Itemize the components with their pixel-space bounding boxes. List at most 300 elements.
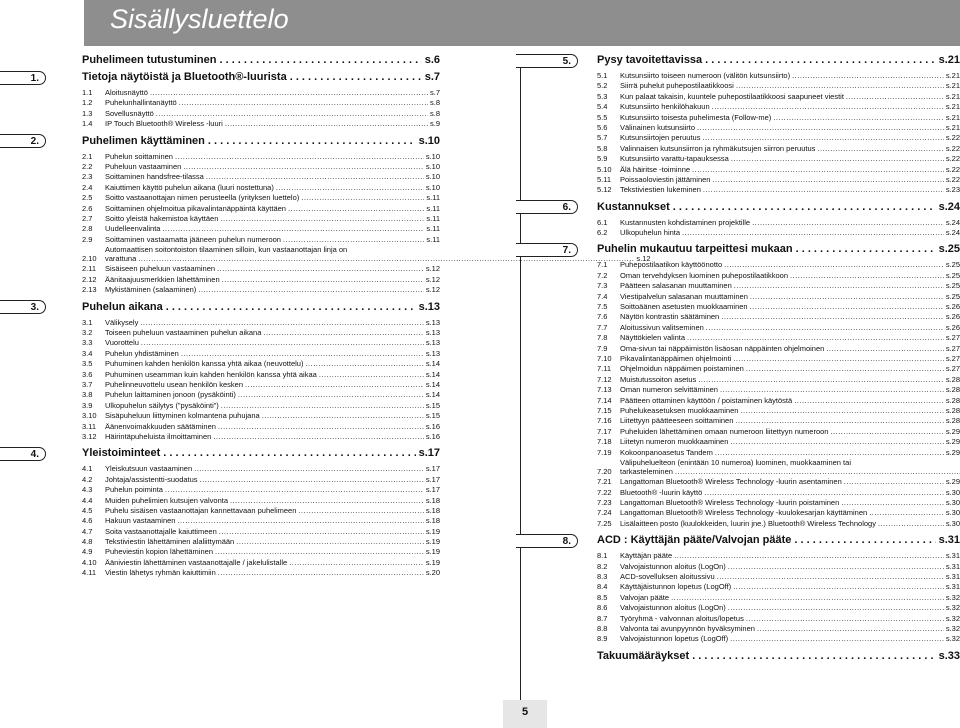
toc-chapter xyxy=(82,300,440,443)
section-number: 5.5 xyxy=(597,112,608,122)
section-number: 8.6 xyxy=(597,603,608,613)
section-number: 4.8 xyxy=(82,537,93,547)
toc-chapter xyxy=(82,53,440,68)
dot-leader xyxy=(733,582,944,592)
toc-entry[interactable] xyxy=(82,275,440,285)
toc-entry[interactable] xyxy=(597,364,960,374)
section-page: s.32 xyxy=(945,603,960,613)
section-title: Työryhmä - valvonnan aloitus/lopetus xyxy=(620,613,744,623)
dot-leader xyxy=(289,558,424,568)
section-number: 3.7 xyxy=(82,380,93,389)
dot-leader xyxy=(752,218,944,228)
section-page: s.24 xyxy=(945,217,960,227)
toc-entry[interactable] xyxy=(82,370,440,380)
dot-leader xyxy=(721,312,944,322)
section-page: s.26 xyxy=(945,302,960,312)
section-number: 1.4 xyxy=(82,119,93,129)
toc-entry[interactable] xyxy=(597,375,960,385)
toc-entry[interactable] xyxy=(597,416,960,426)
toc-entry[interactable] xyxy=(82,349,440,359)
section-title: Välinainen kutsunsiirto xyxy=(620,122,696,132)
section-page: s.10 xyxy=(425,151,440,161)
chapter-heading[interactable] xyxy=(597,200,960,215)
section-number: 7.24 xyxy=(597,508,612,518)
toc-entry[interactable] xyxy=(597,165,960,175)
toc-entry[interactable] xyxy=(82,527,440,537)
dot-leader xyxy=(179,98,428,108)
dot-leader xyxy=(163,446,415,461)
section-number: 5.3 xyxy=(597,91,608,101)
section-title: Puheluiden lähettäminen omaan numeroon liitettyyn numeroon xyxy=(620,426,829,436)
section-page: s.27 xyxy=(945,343,960,353)
section-number: 7.22 xyxy=(597,487,612,497)
toc-chapter xyxy=(597,533,960,645)
chapter-heading[interactable] xyxy=(597,649,960,664)
section-page: s.25 xyxy=(945,260,960,270)
section-page: s.18 xyxy=(425,495,440,505)
section-page: s.21 xyxy=(945,112,960,122)
section-title: Puhelukeasetuksen muokkaaminen xyxy=(620,405,739,415)
toc-entry[interactable] xyxy=(82,380,440,390)
toc-entry[interactable] xyxy=(82,235,440,245)
chapter-heading[interactable] xyxy=(597,533,960,548)
toc-entry[interactable] xyxy=(597,427,960,437)
section-title: Kaiuttimen käyttö puhelun aikana (luuri nostettuna) xyxy=(105,182,274,192)
chapter-tab[interactable]: 8. xyxy=(516,534,578,548)
section-page: s.21 xyxy=(945,122,960,132)
section-number: 5.12 xyxy=(597,185,612,195)
section-list xyxy=(82,318,440,443)
toc-entry[interactable] xyxy=(82,568,440,578)
section-title: Uudelleenvalinta xyxy=(105,224,161,234)
section-number: 4.4 xyxy=(82,495,93,505)
dot-leader xyxy=(298,506,423,516)
section-title: Kustannusten kohdistaminen projektille xyxy=(620,217,751,227)
toc-chapter xyxy=(82,70,440,130)
dot-leader xyxy=(724,260,944,270)
toc-entry[interactable] xyxy=(82,88,440,98)
dot-leader xyxy=(736,81,944,91)
section-page: s.32 xyxy=(945,623,960,633)
dot-leader xyxy=(219,527,424,537)
page-title: Sisällysluettelo xyxy=(110,4,289,34)
toc-entry[interactable] xyxy=(597,302,960,312)
section-number: 5.2 xyxy=(597,81,608,91)
section-title: Aloitusnäyttö xyxy=(105,88,148,97)
dot-leader xyxy=(140,318,423,328)
chapter-heading[interactable] xyxy=(82,53,440,68)
toc-entry[interactable] xyxy=(597,92,960,102)
dot-leader xyxy=(720,385,944,395)
section-list xyxy=(597,260,960,529)
toc-entry[interactable] xyxy=(597,562,960,572)
toc-entry[interactable] xyxy=(597,185,960,195)
dot-leader xyxy=(733,354,943,364)
section-title: Langattoman Bluetooth® Wireless Technology -luurin asentaminen xyxy=(620,477,842,487)
toc-entry[interactable] xyxy=(597,498,960,508)
section-number: 5.10 xyxy=(597,164,612,174)
chapter-heading[interactable] xyxy=(597,242,960,257)
toc-entry[interactable] xyxy=(82,109,440,119)
section-title: Puhelun poiminta xyxy=(105,485,163,495)
toc-entry[interactable] xyxy=(597,333,960,343)
section-page: s.14 xyxy=(425,390,440,400)
chapter-heading[interactable] xyxy=(597,53,960,68)
dot-leader xyxy=(218,422,424,432)
toc-entry[interactable] xyxy=(597,603,960,613)
section-page: s.22 xyxy=(945,164,960,174)
dot-leader xyxy=(687,333,944,343)
dot-leader xyxy=(728,562,944,572)
toc-entry[interactable] xyxy=(597,551,960,561)
section-page: s.20 xyxy=(425,568,440,578)
chapter-tab[interactable]: 3. xyxy=(0,300,46,314)
toc-entry[interactable] xyxy=(82,464,440,474)
toc-entry[interactable] xyxy=(82,328,440,338)
section-page: s.28 xyxy=(945,385,960,395)
section-page: s.12 xyxy=(425,264,440,274)
toc-entry[interactable] xyxy=(597,634,960,644)
dot-leader xyxy=(705,53,935,68)
chapter-page: s.21 xyxy=(938,54,960,66)
dot-leader xyxy=(730,634,944,644)
toc-entry[interactable] xyxy=(597,312,960,322)
toc-entry[interactable] xyxy=(82,172,440,182)
toc-entry[interactable] xyxy=(597,448,960,458)
toc-entry[interactable] xyxy=(597,582,960,592)
section-title: Pikavalintanäppäimen ohjelmointi xyxy=(620,353,732,363)
section-number: 4.6 xyxy=(82,516,93,526)
section-number: 2.6 xyxy=(82,203,93,213)
toc-entry[interactable] xyxy=(82,401,440,411)
section-number: 8.8 xyxy=(597,623,608,633)
toc-right-column xyxy=(597,53,960,664)
toc-entry[interactable] xyxy=(597,175,960,185)
section-title: Lisälaitteen posto (kuulokkeiden, luurin jne.) Bluetooth® Wireless Technology xyxy=(620,518,876,528)
toc-entry[interactable] xyxy=(82,516,440,526)
toc-entry[interactable] xyxy=(82,98,440,108)
section-title: Puhelinneuvottelu usean henkilön kesken xyxy=(105,380,244,389)
section-page: s.30 xyxy=(945,508,960,518)
section-page: s.15 xyxy=(425,411,440,421)
toc-entry[interactable] xyxy=(82,245,651,264)
dot-leader xyxy=(206,172,424,182)
dot-leader xyxy=(869,508,944,518)
toc-entry[interactable] xyxy=(597,71,960,81)
section-number: 8.2 xyxy=(597,561,608,571)
toc-entry[interactable] xyxy=(597,113,960,123)
section-number: 5.11 xyxy=(597,174,612,184)
toc-entry[interactable] xyxy=(597,144,960,154)
section-list xyxy=(597,218,960,239)
section-number: 3.9 xyxy=(82,400,93,410)
section-number: 4.5 xyxy=(82,505,93,515)
chapter-heading[interactable] xyxy=(82,134,440,149)
section-page: s.28 xyxy=(945,405,960,415)
section-number: 4.2 xyxy=(82,474,93,484)
section-page: s.27 xyxy=(945,353,960,363)
toc-entry[interactable] xyxy=(597,396,960,406)
toc-entry[interactable] xyxy=(82,485,440,495)
chapter-page: s.6 xyxy=(424,54,440,66)
section-number: 5.7 xyxy=(597,133,608,143)
section-number: 5.9 xyxy=(597,154,608,164)
dot-leader xyxy=(731,154,944,164)
chapter-page: s.24 xyxy=(938,200,960,213)
section-page: s.25 xyxy=(945,291,960,301)
section-number: 2.12 xyxy=(82,274,97,284)
section-page: s.19 xyxy=(425,526,440,536)
section-title: Käyttäjäistunnon lopetus (LogOff) xyxy=(620,582,732,592)
toc-entry[interactable] xyxy=(597,437,960,447)
section-title: Ulkopuhelun hinta xyxy=(620,228,681,238)
section-number: 3.11 xyxy=(82,421,97,431)
toc-entry[interactable] xyxy=(597,614,960,624)
toc-entry[interactable] xyxy=(82,558,440,568)
dot-leader xyxy=(692,649,935,664)
section-title: Puheviestin kopion lähettäminen xyxy=(105,547,213,557)
toc-entry[interactable] xyxy=(82,432,440,442)
chapter-tab[interactable]: 5. xyxy=(516,54,578,68)
section-title: IP Touch Bluetooth® Wireless -luuri xyxy=(105,119,223,129)
section-number: 3.1 xyxy=(82,317,93,327)
toc-entry[interactable] xyxy=(82,547,440,557)
toc-entry[interactable] xyxy=(597,385,960,395)
dot-leader xyxy=(276,183,424,193)
section-page: s.16 xyxy=(425,421,440,431)
toc-entry[interactable] xyxy=(82,422,440,432)
toc-entry[interactable] xyxy=(597,344,960,354)
section-page: s.8 xyxy=(429,108,440,118)
toc-entry[interactable] xyxy=(82,537,440,547)
section-title: Tekstiviestin lähettäminen alaliittymään xyxy=(105,537,235,547)
section-number: 5.4 xyxy=(597,102,608,112)
section-number: 2.9 xyxy=(82,234,93,244)
dot-leader xyxy=(200,475,424,485)
chapter-tab[interactable]: 6. xyxy=(516,200,578,214)
dot-leader xyxy=(166,300,416,315)
section-number: 6.2 xyxy=(597,228,608,238)
dot-leader xyxy=(208,134,416,149)
section-number: 3.4 xyxy=(82,348,93,358)
toc-entry[interactable] xyxy=(597,260,960,270)
section-page: s.9 xyxy=(429,119,440,129)
section-number: 6.1 xyxy=(597,217,608,227)
section-number: 7.16 xyxy=(597,416,612,426)
toc-entry[interactable] xyxy=(597,271,960,281)
section-title: ACD-sovelluksen aloitussivu xyxy=(620,572,715,582)
section-list xyxy=(82,88,440,130)
toc-entry[interactable] xyxy=(82,318,440,328)
section-title: Mykistäminen (salaaminen) xyxy=(105,285,197,295)
section-title: Kokoonpanoasetus Tandem xyxy=(620,447,713,457)
toc-chapter xyxy=(597,649,960,664)
toc-entry[interactable] xyxy=(597,292,960,302)
section-page: s.22 xyxy=(945,174,960,184)
section-title: Kutsunsiirto varattu-tapauksessa xyxy=(620,154,729,164)
chapter-tab[interactable]: 2. xyxy=(0,134,46,148)
section-page: s.26 xyxy=(945,312,960,322)
section-list xyxy=(597,71,960,196)
chapter-title: Puhelun aikana xyxy=(82,300,163,313)
section-number: 7.12 xyxy=(597,374,612,384)
section-list xyxy=(597,551,960,645)
toc-entry[interactable] xyxy=(597,133,960,143)
section-number: 3.6 xyxy=(82,369,93,379)
toc-entry[interactable] xyxy=(82,152,440,162)
chapter-heading[interactable] xyxy=(82,446,440,461)
section-number: 7.20 xyxy=(597,466,612,476)
section-title: Toiseen puheluun vastaaminen puhelun aikana xyxy=(105,328,262,338)
toc-entry[interactable] xyxy=(597,218,960,228)
toc-entry[interactable] xyxy=(597,154,960,164)
dot-leader xyxy=(156,109,428,119)
section-title: Päätteen ottaminen käyttöön / poistaminen käytöstä xyxy=(620,395,793,405)
toc-entry[interactable] xyxy=(597,81,960,91)
section-title: Äänenvoimakkuuden säätäminen xyxy=(105,421,216,431)
toc-entry[interactable] xyxy=(82,475,440,485)
toc-entry[interactable] xyxy=(82,390,440,400)
toc-entry[interactable] xyxy=(597,102,960,112)
toc-entry[interactable] xyxy=(597,281,960,291)
toc-chapter xyxy=(597,242,960,529)
dot-leader xyxy=(215,547,424,557)
section-page: s.27 xyxy=(945,364,960,374)
section-page: s.11 xyxy=(426,234,440,244)
dot-leader xyxy=(792,71,944,81)
dot-leader xyxy=(757,624,944,634)
section-page: s.32 xyxy=(945,634,960,644)
toc-entry[interactable] xyxy=(597,323,960,333)
dot-leader xyxy=(735,416,943,426)
chapter-title: Puhelimen käyttäminen xyxy=(82,134,205,147)
section-page: s.11 xyxy=(426,203,440,213)
chapter-title: Kustannukset xyxy=(597,200,670,213)
section-number: 7.4 xyxy=(597,291,608,301)
toc-entry[interactable] xyxy=(597,477,960,487)
toc-entry[interactable] xyxy=(82,506,440,516)
dot-leader xyxy=(841,498,944,508)
toc-entry[interactable] xyxy=(597,228,960,238)
section-number: 2.13 xyxy=(82,285,97,295)
section-number: 5.8 xyxy=(597,143,608,153)
section-number: 8.4 xyxy=(597,582,608,592)
section-number: 7.7 xyxy=(597,322,608,332)
toc-entry[interactable] xyxy=(82,193,440,203)
chapter-title: Pysy tavoitettavissa xyxy=(597,54,703,66)
section-title: Liitetyn numeron muokkaaminen xyxy=(620,437,729,447)
toc-entry[interactable] xyxy=(82,162,440,172)
section-title: Puhuminen kahden henkilön kanssa yhtä aikaa (neuvottelu) xyxy=(105,359,304,369)
section-title-line1: Välipuheluelteon (enintään 10 numeroa) luominen, muokkaaminen tai xyxy=(620,457,851,467)
dot-leader xyxy=(698,375,944,385)
toc-entry[interactable] xyxy=(597,624,960,634)
toc-entry[interactable] xyxy=(82,224,440,234)
section-number: 2.11 xyxy=(82,264,97,274)
toc-entry[interactable] xyxy=(597,488,960,498)
toc-entry[interactable] xyxy=(597,508,960,518)
toc-entry[interactable] xyxy=(82,411,440,421)
toc-entry[interactable] xyxy=(82,183,440,193)
section-title: Ääniviestin lähettäminen vastaanottajalle / jakelulistalle xyxy=(105,557,288,567)
dot-leader xyxy=(717,572,944,582)
dot-leader xyxy=(236,537,424,547)
section-number: 2.7 xyxy=(82,213,93,223)
dot-leader xyxy=(198,285,424,295)
section-title: varattuna xyxy=(105,254,137,264)
chapter-title: Puhelimeen tutustuminen xyxy=(82,54,217,66)
toc-entry[interactable] xyxy=(82,119,440,129)
dot-leader xyxy=(712,102,944,112)
section-number: 7.1 xyxy=(597,260,608,270)
chapter-tab[interactable]: 1. xyxy=(0,71,46,85)
section-number: 4.1 xyxy=(82,464,93,474)
section-title: Puhelun yhdistäminen xyxy=(105,348,179,358)
section-number: 3.8 xyxy=(82,390,93,400)
dot-leader xyxy=(290,70,422,85)
toc-entry[interactable] xyxy=(82,264,440,274)
dot-leader xyxy=(218,568,424,578)
section-number: 2.3 xyxy=(82,172,93,182)
section-title: Puhelu sisäisen vastaanottajan kannettavaan puhelimeen xyxy=(105,505,297,515)
toc-entry[interactable] xyxy=(597,406,960,416)
section-number: 2.1 xyxy=(82,151,93,161)
section-title: Valvojaistunnon aloitus (LogOn) xyxy=(620,603,726,613)
dot-leader xyxy=(221,401,424,411)
toc-entry[interactable] xyxy=(597,572,960,582)
dot-leader xyxy=(263,328,423,338)
toc-entry[interactable] xyxy=(82,496,440,506)
toc-entry[interactable] xyxy=(82,204,440,214)
section-page: s.31 xyxy=(945,551,960,561)
toc-entry[interactable] xyxy=(82,338,440,348)
section-title: Muistutussoiton asetus xyxy=(620,374,697,384)
chapter-tab[interactable]: 7. xyxy=(516,243,578,257)
section-number: 7.14 xyxy=(597,395,612,405)
toc-entry[interactable] xyxy=(597,354,960,364)
chapter-tab[interactable]: 4. xyxy=(0,447,46,461)
section-page: s.11 xyxy=(426,193,440,203)
divider-line xyxy=(520,60,521,702)
section-page: s.11 xyxy=(426,213,440,223)
section-page: s.26 xyxy=(945,322,960,332)
dot-leader xyxy=(728,603,944,613)
section-number: 8.5 xyxy=(597,592,608,602)
section-title-line1: Automaattisen soitontoiston tilaaminen silloin, kun vastaanottajan linja on xyxy=(105,245,348,255)
section-number: 7.6 xyxy=(597,312,608,322)
dot-leader xyxy=(319,370,424,380)
toc-entry[interactable] xyxy=(597,458,960,477)
toc-entry[interactable] xyxy=(82,359,440,369)
section-title: Puhepostilaatikon käyttöönotto xyxy=(620,260,723,270)
toc-entry[interactable] xyxy=(597,123,960,133)
toc-entry[interactable] xyxy=(82,214,440,224)
section-number: 7.15 xyxy=(597,405,612,415)
dot-leader xyxy=(183,162,424,172)
toc-entry[interactable] xyxy=(82,285,440,295)
section-page: s.29 xyxy=(945,426,960,436)
toc-entry[interactable] xyxy=(597,519,960,529)
section-list xyxy=(82,464,440,578)
chapter-heading[interactable] xyxy=(82,70,440,85)
chapter-heading[interactable] xyxy=(82,300,440,315)
chapter-title: ACD : Käyttäjän pääte/Valvojan pääte xyxy=(597,534,792,547)
dot-leader xyxy=(177,516,423,526)
section-title: Näytön kontrastin säätäminen xyxy=(620,312,720,322)
toc-entry[interactable] xyxy=(597,593,960,603)
section-title: Langattoman Bluetooth® Wireless Technology -luurin poistaminen xyxy=(620,498,840,508)
section-number: 7.23 xyxy=(597,498,612,508)
